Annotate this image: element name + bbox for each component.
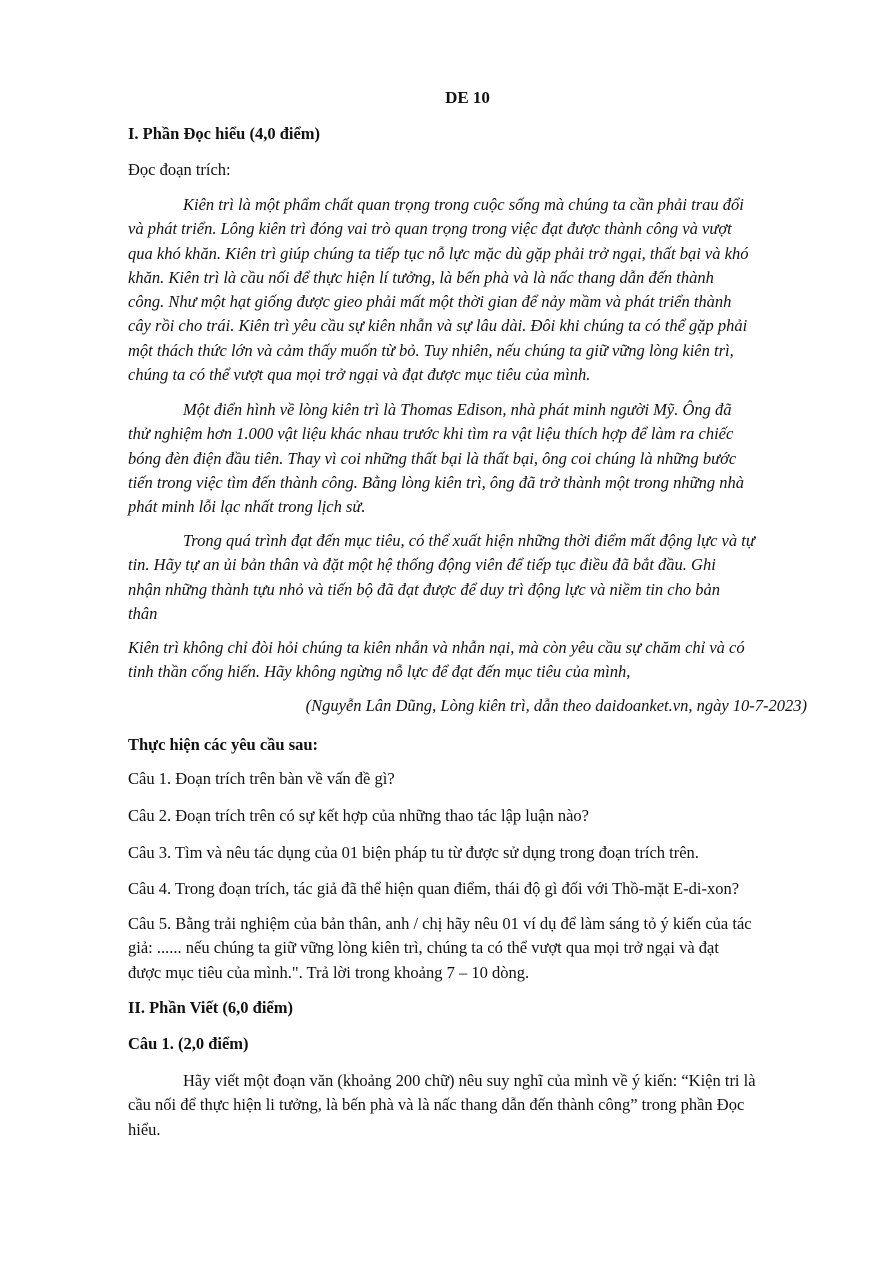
question-2: Câu 2. Đoạn trích trên có sự kết hợp của những thao tác lập luận nào? (128, 806, 589, 825)
passage-line: và phát triển. Lông kiên trì đóng vai trò quan trọng trong việc đạt được thành công và vượt (128, 219, 732, 239)
passage-line: Một điển hình về lòng kiên trì là Thomas Edison, nhà phát minh người Mỹ. Ông đã (183, 400, 732, 419)
writing-question-1-heading: Câu 1. (2,0 điểm) (128, 1034, 249, 1053)
passage-line: phát minh lỗi lạc nhất trong lịch sử. (128, 497, 366, 517)
writing-question-1-line: cầu nối để thực hiện li tưởng, là bến phà và là nấc thang dẫn đến thành công” trong phần Đọc (128, 1095, 745, 1115)
passage-paragraph-2 (128, 398, 810, 519)
passage-line: tin. Hãy tự an ủi bản thân và đặt một hệ thống động viên để tiếp tục điều đã bắt đầu. Ghi (128, 555, 716, 575)
writing-question-1-line: Hãy viết một đoạn văn (khoảng 200 chữ) nêu suy nghĩ của mình về ý kiến: “Kiện tri là (183, 1071, 756, 1090)
passage-intro: Đọc đoạn trích: (128, 160, 231, 179)
passage-line: qua khó khăn. Kiên trì giúp chúng ta tiếp tục nỗ lực mặc dù gặp phải trở ngại, thất bại và khó (128, 243, 749, 263)
section1-heading: I. Phần Đọc hiểu (4,0 điểm) (128, 124, 321, 143)
passage-line: nhận những thành tựu nhỏ và tiến bộ đã đạt được để duy trì động lực và niềm tin cho bản (128, 579, 720, 599)
passage-citation: (Nguyễn Lân Dũng, Lòng kiên trì, dẫn theo daidoanket.vn, ngày 10-7-2023) (305, 696, 807, 715)
question-5 (128, 912, 810, 985)
passage-line: tiến trong việc tìm đến thành công. Bằng lòng kiên trì, ông đã trở thành một trong những nhà (128, 472, 745, 492)
passage-line: một thách thức lớn và cảm thấy muốn từ bỏ. Tuy nhiên, nếu chúng ta giữ vững lòng kiên trì, (128, 340, 734, 360)
writing-question-1-line: hiểu. (128, 1119, 161, 1139)
passage-line: tinh thần cống hiến. Hãy không ngừng nỗ lực để đạt đến mục tiêu của mình, (128, 662, 631, 682)
passage-line: thân (128, 603, 158, 623)
passage-line: cây rồi cho trái. Kiên trì yêu cầu sự kiên nhẫn và sự lâu dài. Đôi khi chúng ta có thể gặp phải (128, 316, 748, 336)
passage-paragraph-4 (128, 636, 810, 685)
question-1: Câu 1. Đoạn trích trên bàn về vấn đề gì? (128, 769, 395, 788)
document-title: DE 10 (445, 88, 490, 107)
question-4: Câu 4. Trong đoạn trích, tác giả đã thể hiện quan điểm, thái độ gì đối với Thồ-mặt E-di-xon? (128, 879, 740, 898)
passage-line: thử nghiệm hơn 1.000 vật liệu khác nhau trước khi tìm ra vật liệu thích hợp để làm ra chiếc (128, 424, 734, 444)
passage-line: Kiên trì là một phẩm chất quan trọng trong cuộc sống mà chúng ta cần phải trau đổi (183, 195, 744, 214)
tasks-heading: Thực hiện các yêu cầu sau: (128, 735, 319, 754)
passage-line: Trong quá trình đạt đến mục tiêu, có thể xuất hiện những thời điểm mất động lực và tự (183, 531, 755, 550)
passage-paragraph-1 (128, 193, 810, 387)
passage-line: chúng ta có thể vượt qua mọi trở ngại và đạt được mục tiêu của mình. (128, 365, 591, 385)
writing-question-1-body (128, 1069, 810, 1142)
passage-line: khăn. Kiên trì là cầu nối để thực hiện lí tưởng, là bến phà và là nấc thang dẫn đến thành (128, 267, 714, 287)
section2-heading: II. Phần Viết (6,0 điểm) (128, 998, 293, 1017)
question-3: Câu 3. Tìm và nêu tác dụng của 01 biện pháp tu từ được sử dụng trong đoạn trích trên. (128, 843, 699, 862)
question-5-line: được mục tiêu của mình.". Trả lời trong khoảng 7 – 10 dòng. (128, 962, 530, 982)
passage-line: bóng đèn điện đầu tiên. Thay vì coi những thất bại là thất bại, ông coi chúng là những bước (128, 448, 737, 468)
passage-paragraph-3 (128, 529, 810, 626)
question-5-line: Câu 5. Bằng trải nghiệm của bản thân, anh / chị hãy nêu 01 ví dụ để làm sáng tỏ ý kiến của tác (128, 914, 752, 933)
question-5-line: giả: ...... nếu chúng ta giữ vững lòng kiên trì, chúng ta có thể vượt qua mọi trở ngại và đạt (128, 938, 719, 958)
passage-line: công. Như một hạt giống được gieo phải mất một thời gian để nảy mầm và phát triển thành (128, 292, 732, 312)
passage-line: Kiên trì không chỉ đòi hỏi chúng ta kiên nhẫn và nhẫn nại, mà còn yêu cầu sự chăm chỉ và có (128, 638, 745, 657)
